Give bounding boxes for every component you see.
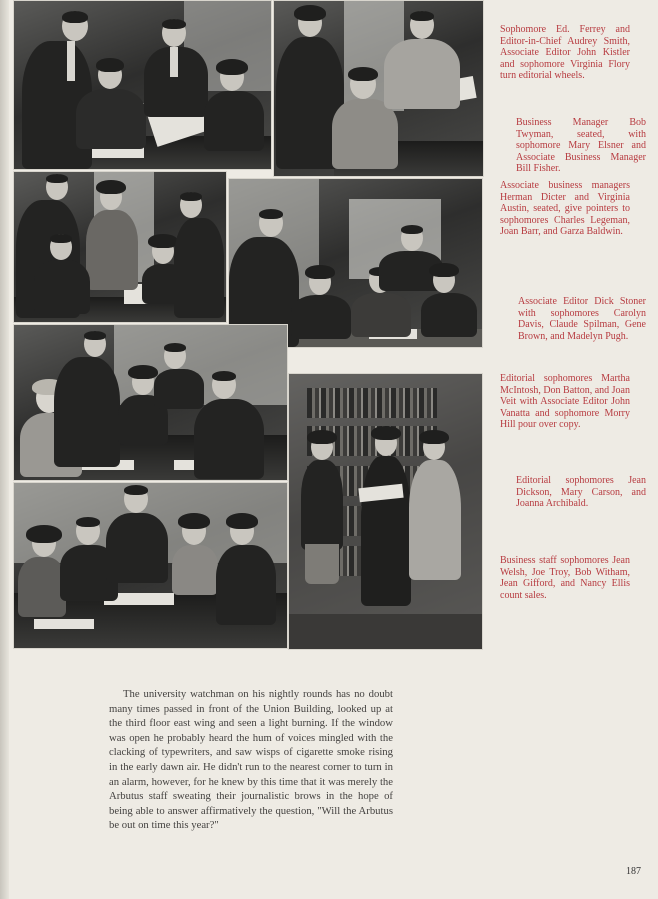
page-number: 187 xyxy=(626,866,641,877)
caption-business-sales: Business staff sophomores Jean Welsh, Joe Troy, Bob Witham, Jean Gifford, and Nancy Ellis count sales. xyxy=(500,555,630,601)
caption-associate-editor: Associate Editor Dick Stoner with sophomores Carolyn Davis, Claude Spilman, Gene Brown, and Madelyn Pugh. xyxy=(518,296,646,342)
caption-editorial-wheels: Sophomore Ed. Ferrey and Editor-in-Chief Audrey Smith, Associate Editor John Kistler and sophomore Virginia Flory turn editorial wheels. xyxy=(500,24,630,81)
caption-business-manager: Business Manager Bob Twyman, seated, with sophomore Mary Elsner and Associate Business Manager Bill Fisher. xyxy=(516,117,646,174)
page-gutter xyxy=(0,0,9,899)
caption-editorial-copy: Editorial sophomores Martha McIntosh, Don Batton, and Joan Veit with Associate Editor John Vanatta and sophomore Morry Hill pour over copy. xyxy=(500,373,630,430)
caption-editorial-sophomores: Editorial sophomores Jean Dickson, Mary Carson, and Joanna Archibald. xyxy=(516,475,646,509)
photo-business-manager xyxy=(273,0,484,177)
photo-business-pointers xyxy=(13,171,227,323)
photo-editorial-copy xyxy=(13,324,288,481)
body-paragraph: The university watchman on his nightly rounds has no doubt many times passed in front of the Union Building, looked up at the third floor east wing and seen a light burning. If the window was open he probably heard the hum of voices mingled with the clacking of typewriters, and saw wisps of cigarette smoke rising in the early dawn air. He didn't run to the nearest corner to turn in an alarm, however, for he knew by this time that it was merely the Arbutus staff sweating their journalistic brows in the hope of being able to answer affirmatively the question, "Will the Arbutus be out on time this year?" xyxy=(109,688,393,832)
photo-business-sales xyxy=(13,482,288,649)
photo-associate-editor xyxy=(228,178,483,348)
photo-bookshelf xyxy=(288,373,483,650)
caption-business-pointers: Associate business managers Herman Dicter and Virginia Austin, seated, give pointers to sophomores Charles Legeman, Joan Barr, and Garza Baldwin. xyxy=(500,180,630,237)
photo-editorial-wheels xyxy=(13,0,272,170)
